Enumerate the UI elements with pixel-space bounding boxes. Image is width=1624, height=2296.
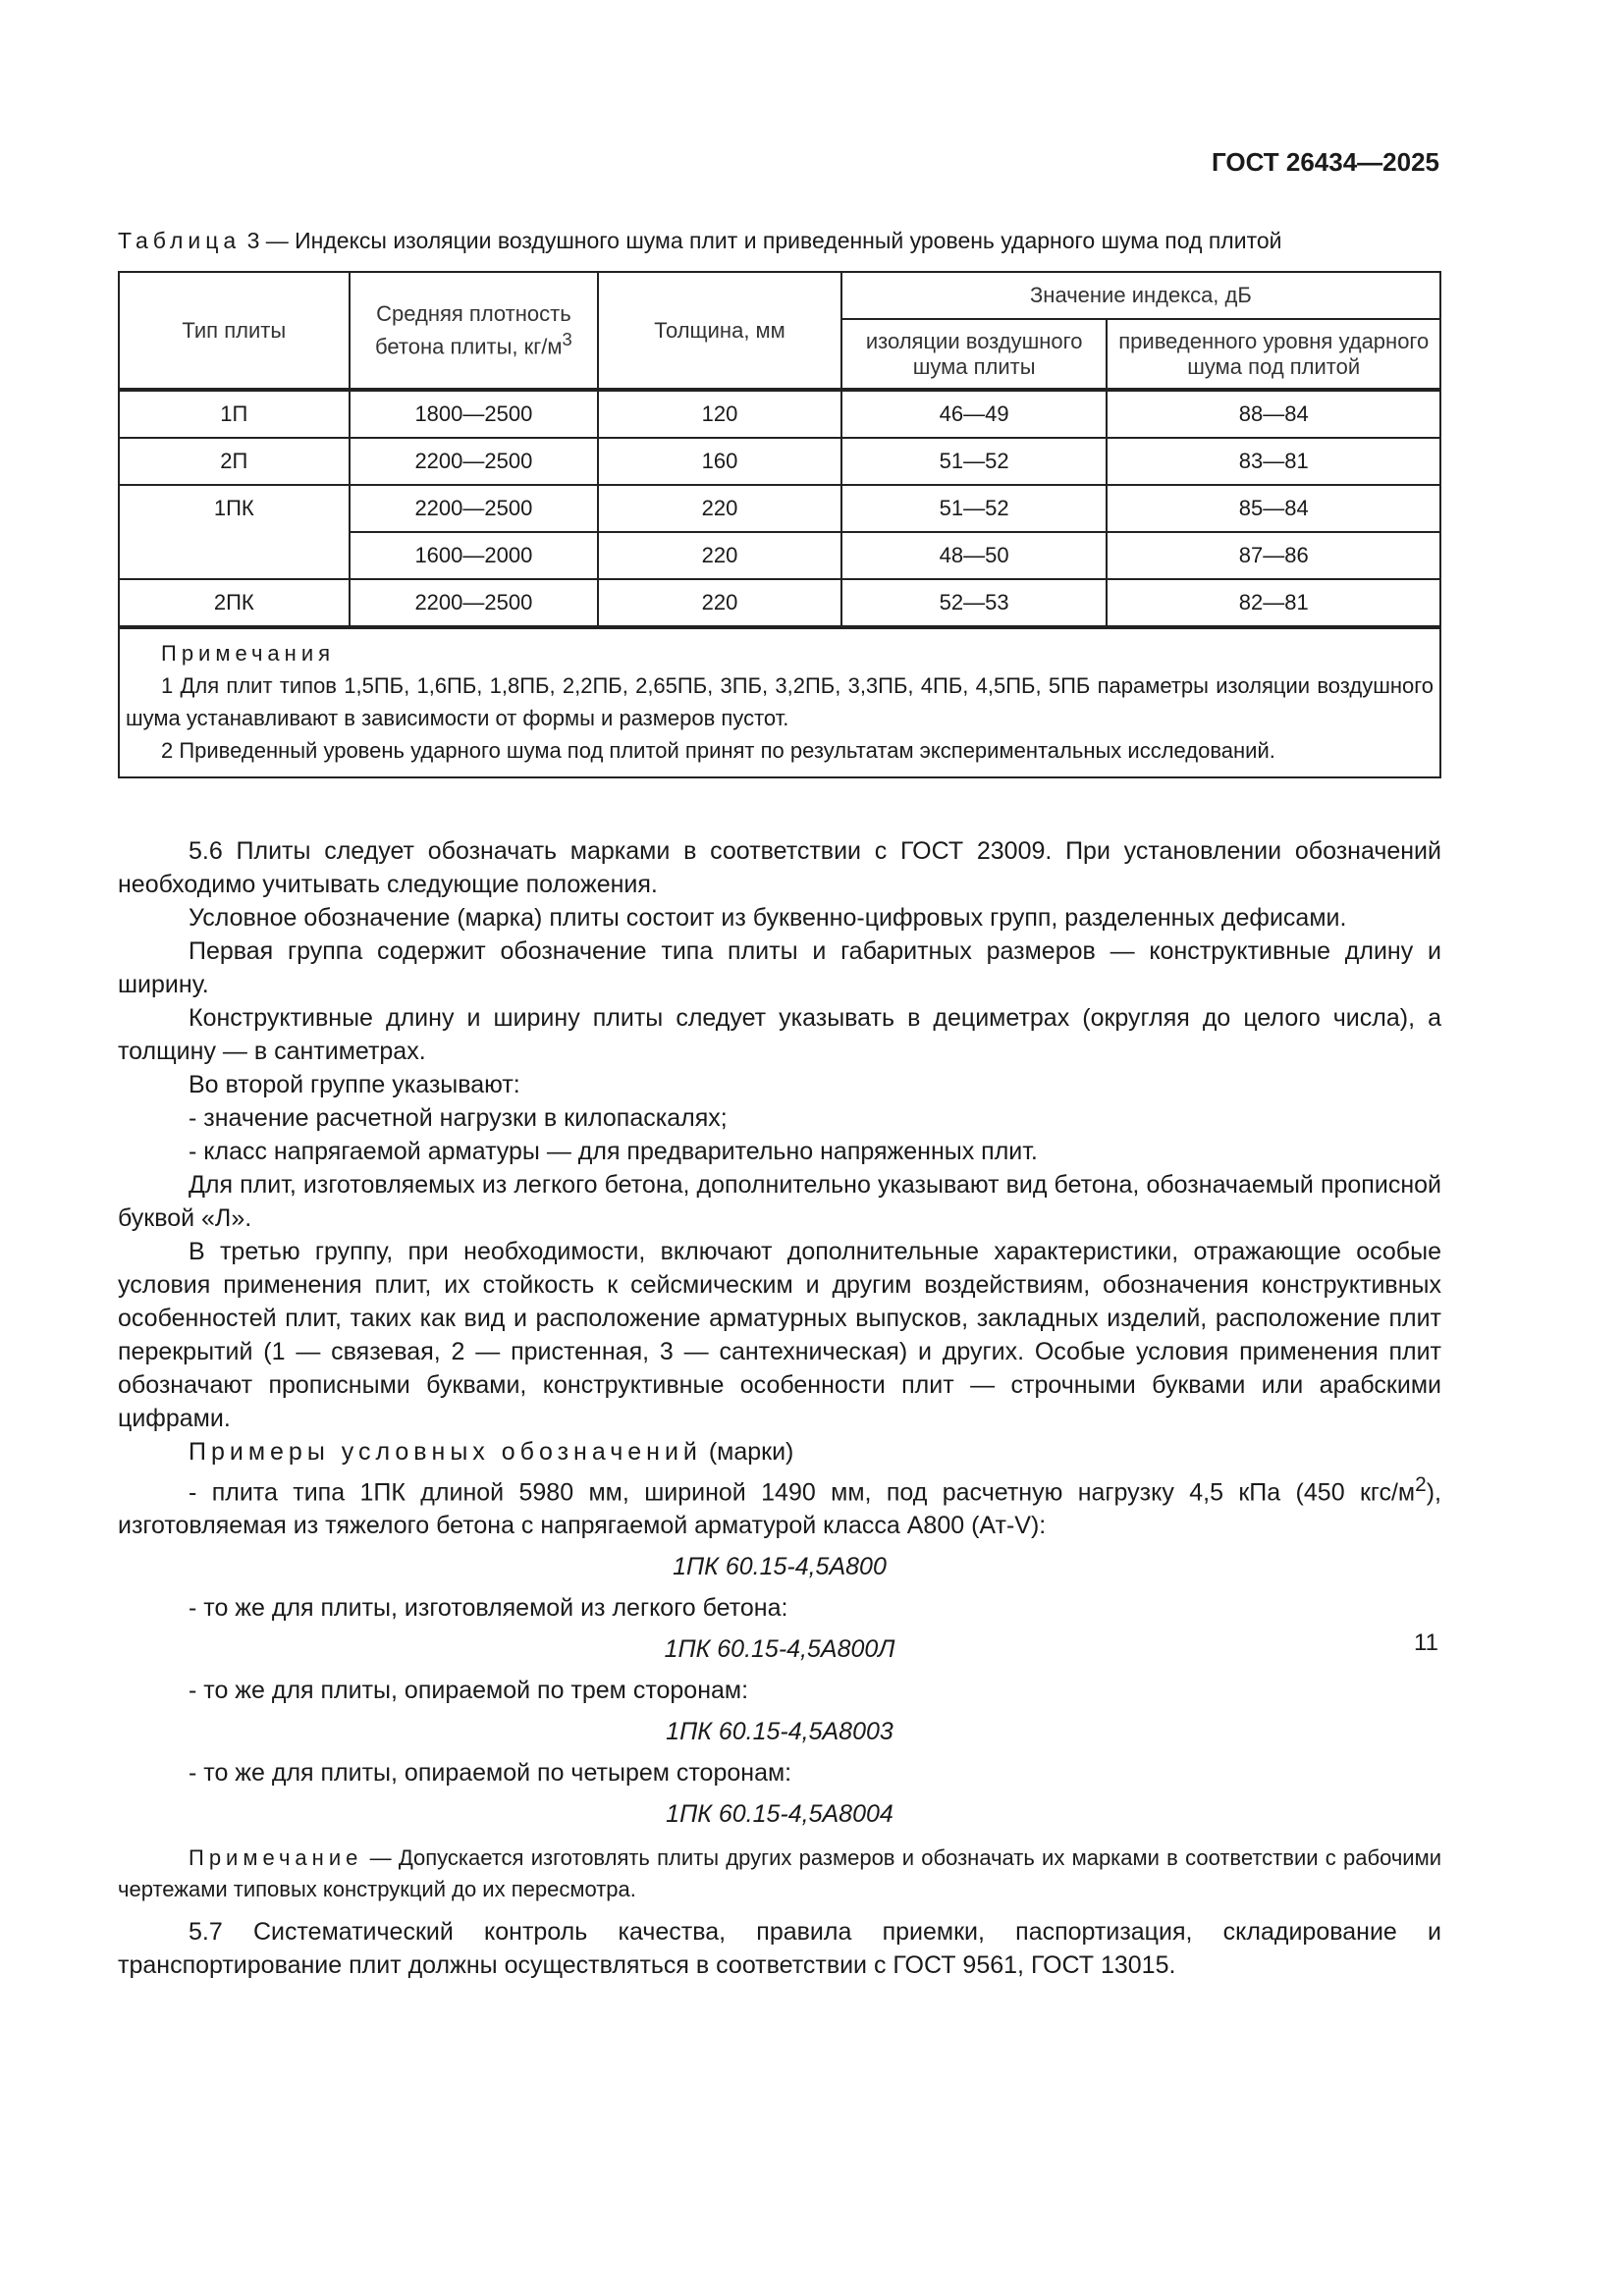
note — [118, 1842, 1441, 1905]
paragraph: Первая группа содержит обозначение типа плиты и габаритных размеров — конструктивные длину и ширину. — [118, 937, 1441, 998]
cell-density: 2200—2500 — [350, 438, 599, 485]
cell-impact: 87—86 — [1107, 532, 1440, 579]
examples-suffix: (марки) — [708, 1438, 794, 1466]
note-label: Примечание — [189, 1845, 363, 1871]
cell-type: 2ПК — [119, 579, 350, 627]
paragraph: Во второй группе указывают: — [189, 1071, 520, 1098]
note-item: 2 Приведенный уровень ударного шума под плитой принят по результатам экспериментальных исследований. — [161, 738, 1275, 763]
cell-density: 2200—2500 — [350, 485, 599, 532]
cell-impact: 88—84 — [1107, 390, 1440, 438]
table-notes-row — [119, 627, 1440, 777]
table-row — [119, 390, 1440, 438]
cell-density: 1800—2500 — [350, 390, 599, 438]
paragraph: Условное обозначение (марка) плиты состоит из буквенно-цифровых групп, разделенных дефисами. — [189, 904, 1347, 932]
header-density-text: Средняя плотность бетона плиты, кг/м — [375, 300, 571, 359]
example-text: - плита типа 1ПК длиной 5980 мм, шириной 1490 мм, под расчетную нагрузку 4,5 кПа (450 кгс/м — [189, 1478, 1416, 1507]
cell-impact: 85—84 — [1107, 485, 1440, 532]
cell-airborne: 48—50 — [841, 532, 1108, 579]
list-item: - значение расчетной нагрузки в килопаскалях; — [189, 1104, 728, 1132]
header-density — [350, 272, 599, 390]
table-notes — [119, 627, 1440, 777]
header-thickness: Толщина, мм — [598, 272, 841, 390]
paragraph: Конструктивные длину и ширину плиты следует указывать в дециметрах (округляя до целого числа), а толщину — в сантиметрах. — [118, 1004, 1441, 1065]
header-type: Тип плиты — [119, 272, 350, 390]
example-item: - то же для плиты, изготовляемой из легкого бетона: — [189, 1594, 788, 1623]
cell-airborne: 52—53 — [841, 579, 1108, 627]
mark-example: 1ПК 60.15-4,5А8003 — [666, 1718, 893, 1746]
examples-heading — [118, 1435, 1441, 1468]
noise-index-table — [118, 271, 1441, 778]
cell-type: 1ПК — [119, 485, 350, 579]
cell-airborne: 46—49 — [841, 390, 1108, 438]
example-sup: 2 — [1415, 1473, 1427, 1496]
cell-airborne: 51—52 — [841, 438, 1108, 485]
cell-thickness: 220 — [598, 485, 841, 532]
header-index-group: Значение индекса, дБ — [841, 272, 1440, 319]
table-row — [119, 438, 1440, 485]
caption-text: 3 — Индексы изоляции воздушного шума плит и приведенный уровень ударного шума под плитой — [246, 228, 1282, 253]
example-text: ), изготовляемая из тяжелого бетона с напрягаемой арматурой класса А800 (Ат-V): — [118, 1478, 1441, 1540]
header-airborne: изоляции воздушного шума плиты — [841, 319, 1108, 390]
document-code: ГОСТ 26434—2025 — [1212, 147, 1439, 177]
paragraph: 5.6 Плиты следует обозначать марками в соответствии с ГОСТ 23009. При установлении обозначений необходимо учитывать следующие положения. — [118, 837, 1441, 898]
cell-impact: 82—81 — [1107, 579, 1440, 627]
cell-type: 1П — [119, 390, 350, 438]
mark-example: 1ПК 60.15-4,5А800 — [673, 1553, 887, 1581]
mark-example: 1ПК 60.15-4,5А8004 — [666, 1800, 893, 1829]
paragraph: 5.7 Систематический контроль качества, правила приемки, паспортизация, складирование и транспортирование плит должны осуществляться в соответствии с ГОСТ 9561, ГОСТ 13015. — [118, 1918, 1441, 1980]
mark-example: 1ПК 60.15-4,5А800Л — [664, 1635, 895, 1664]
table-row — [119, 485, 1440, 532]
cell-airborne: 51—52 — [841, 485, 1108, 532]
note-text: — Допускается изготовлять плиты других размеров и обозначать их марками в соответствии с рабочими чертежами типовых конструкций до их пересмотра. — [118, 1845, 1441, 1902]
cell-thickness: 220 — [598, 579, 841, 627]
examples-label: Примеры условных обозначений — [189, 1438, 702, 1466]
header-impact: приведенного уровня ударного шума под плитой — [1107, 319, 1440, 390]
cell-density: 1600—2000 — [350, 532, 599, 579]
cell-thickness: 160 — [598, 438, 841, 485]
list-item: - класс напрягаемой арматуры — для предварительно напряженных плит. — [189, 1138, 1038, 1165]
cell-type: 2П — [119, 438, 350, 485]
paragraph: В третью группу, при необходимости, включают дополнительные характеристики, отражающие особые условия применения плит, их стойкость к сейсмическим и другим воздействиям, обозначения конструктивных особенностей плит, таких как вид и расположение арматурных выпусков, закладных изделий, расположение плит перекрытий (1 — связевая, 2 — пристенная, 3 — сантехническая) и других. Особые условия применения плит обозначают прописными буквами, конструктивные особенности плит — строчными буквами или арабскими цифрами. — [118, 1238, 1441, 1432]
cell-density: 2200—2500 — [350, 579, 599, 627]
example-item: - то же для плиты, опираемой по четырем сторонам: — [189, 1759, 792, 1788]
cell-thickness: 120 — [598, 390, 841, 438]
notes-title: Примечания — [161, 641, 336, 666]
paragraph: Для плит, изготовляемых из легкого бетона, дополнительно указывают вид бетона, обозначаемый прописной буквой «Л». — [118, 1171, 1441, 1232]
table-row — [119, 579, 1440, 627]
caption-label: Таблица — [118, 228, 242, 253]
example-item: - то же для плиты, опираемой по трем сторонам: — [189, 1677, 749, 1705]
cell-thickness: 220 — [598, 532, 841, 579]
note-item: 1 Для плит типов 1,5ПБ, 1,6ПБ, 1,8ПБ, 2,2ПБ, 2,65ПБ, 3ПБ, 3,2ПБ, 3,3ПБ, 4ПБ, 4,5ПБ, 5ПБ параметры изоляции воздушного шума устанавливают в зависимости от формы и размеров пустот. — [126, 673, 1434, 730]
example-item — [118, 1468, 1441, 1542]
page-number: 11 — [1414, 1629, 1438, 1656]
cell-impact: 83—81 — [1107, 438, 1440, 485]
body-text — [118, 834, 1441, 1982]
table-caption — [118, 228, 1281, 254]
header-density-sup: 3 — [562, 328, 572, 349]
